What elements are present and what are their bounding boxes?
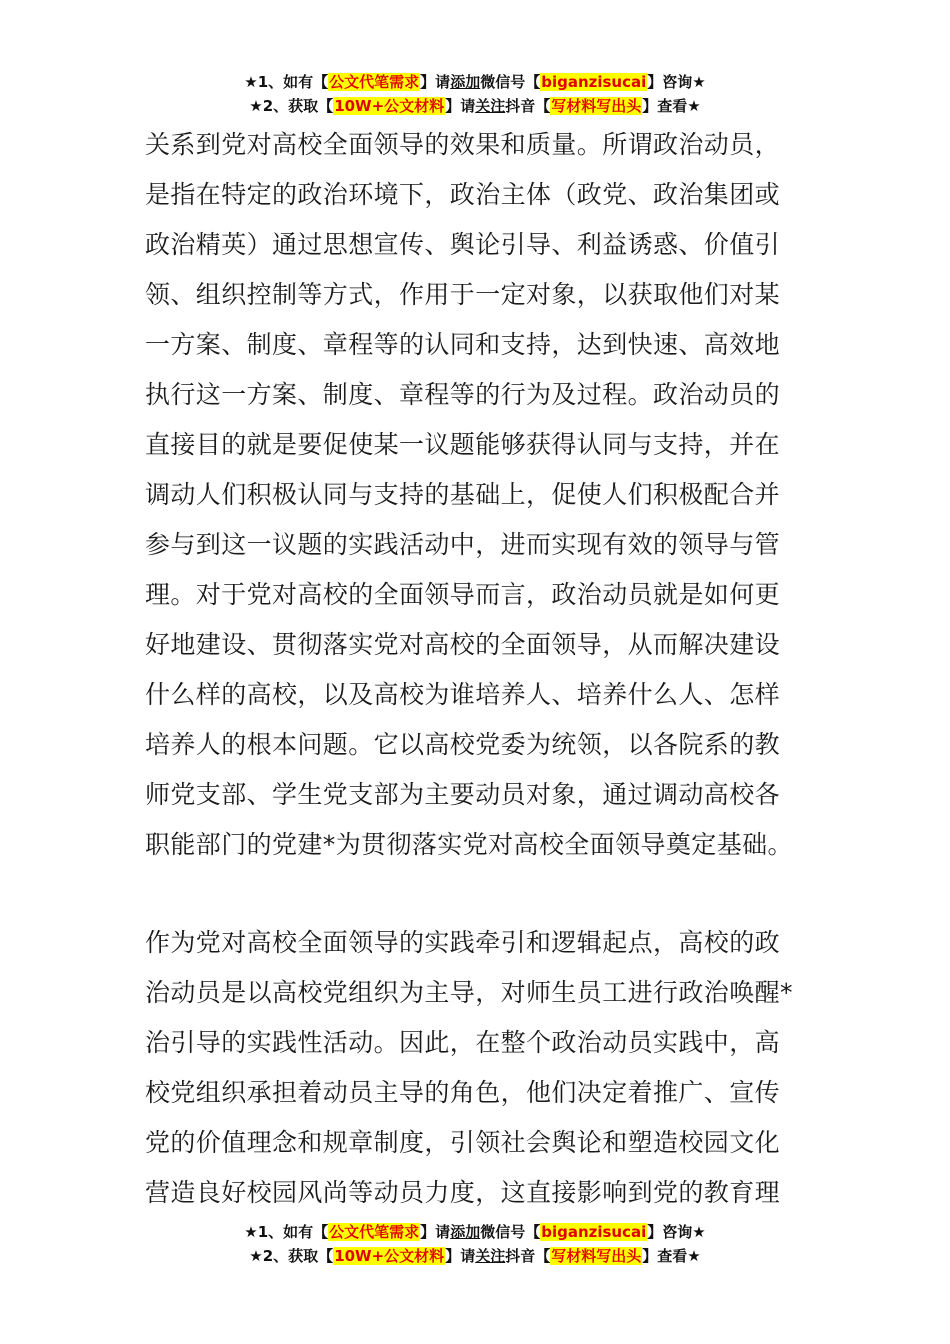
- banner-line-1: [0, 70, 950, 94]
- banner-underline: 关注: [475, 1247, 506, 1265]
- banner-underline: 关注: [475, 97, 506, 115]
- text-line: 什么样的高校，以及高校为谁培养人、培养什么人、怎样: [145, 680, 781, 709]
- text-line: 职能部门的党建*为贯彻落实党对高校全面领导奠定基础。: [145, 830, 793, 859]
- banner-highlight: 公文代笔需求: [329, 1223, 420, 1241]
- banner-text: 微信号【: [480, 1223, 541, 1241]
- banner-text: ★1、如有【: [244, 1223, 329, 1241]
- paragraph-1: [145, 120, 809, 870]
- text-line: 领、组织控制等方式，作用于一定对象，以获取他们对某: [145, 280, 781, 309]
- text-line: 培养人的根本问题。它以高校党委为统领，以各院系的教: [145, 730, 781, 759]
- banner-text: 抖音【: [505, 1247, 551, 1265]
- paragraph-2: [145, 918, 809, 1218]
- text-line: 作为党对高校全面领导的实践牵引和逻辑起点，高校的政: [145, 928, 781, 957]
- banner-text: ★2、获取【: [249, 1247, 334, 1265]
- banner-text: 微信号【: [480, 73, 541, 91]
- text-line: 政治精英）通过思想宣传、舆论引导、利益诱惑、价值引: [145, 230, 781, 259]
- text-line: 理。对于党对高校的全面领导而言，政治动员就是如何更: [145, 580, 781, 609]
- banner-line-2: [0, 94, 950, 118]
- footer-banner: [0, 1220, 950, 1268]
- text-line: 是指在特定的政治环境下，政治主体（政党、政治集团或: [145, 180, 781, 209]
- banner-highlight: 10W+公文材料: [334, 97, 445, 115]
- banner-text: 】请: [445, 1247, 476, 1265]
- banner-text: 】请: [445, 97, 476, 115]
- banner-line-2: [0, 1244, 950, 1268]
- text-line: 治引导的实践性活动。因此，在整个政治动员实践中，高: [145, 1028, 781, 1057]
- banner-underline: 添加: [450, 73, 481, 91]
- banner-text: 】请: [420, 73, 451, 91]
- banner-highlight: biganzisucai: [541, 73, 647, 91]
- banner-line-1: [0, 1220, 950, 1244]
- banner-text: 】咨询★: [647, 73, 706, 91]
- banner-text: 】查看★: [642, 97, 701, 115]
- banner-text: ★1、如有【: [244, 73, 329, 91]
- header-banner: [0, 70, 950, 118]
- text-line: 调动人们积极认同与支持的基础上，促使人们积极配合并: [145, 480, 781, 509]
- banner-text: 】查看★: [642, 1247, 701, 1265]
- banner-highlight: 公文代笔需求: [329, 73, 420, 91]
- text-line: 好地建设、贯彻落实党对高校的全面领导，从而解决建设: [145, 630, 781, 659]
- banner-text: 】请: [420, 1223, 451, 1241]
- banner-highlight: biganzisucai: [541, 1223, 647, 1241]
- text-line: 执行这一方案、制度、章程等的行为及过程。政治动员的: [145, 380, 781, 409]
- banner-text: ★2、获取【: [249, 97, 334, 115]
- text-line: 师党支部、学生党支部为主要动员对象，通过调动高校各: [145, 780, 781, 809]
- text-line: 治动员是以高校党组织为主导，对师生员工进行政治唤醒*: [145, 978, 793, 1007]
- banner-highlight: 写材料写出头: [551, 1247, 642, 1265]
- text-line: 营造良好校园风尚等动员力度，这直接影响到党的教育理: [145, 1178, 781, 1207]
- banner-text: 抖音【: [505, 97, 551, 115]
- text-line: 参与到这一议题的实践活动中，进而实现有效的领导与管: [145, 530, 781, 559]
- text-line: 直接目的就是要促使某一议题能够获得认同与支持，并在: [145, 430, 781, 459]
- banner-highlight: 10W+公文材料: [334, 1247, 445, 1265]
- banner-highlight: 写材料写出头: [551, 97, 642, 115]
- text-line: 校党组织承担着动员主导的角色，他们决定着推广、宣传: [145, 1078, 781, 1107]
- text-line: 一方案、制度、章程等的认同和支持，达到快速、高效地: [145, 330, 781, 359]
- banner-text: 】咨询★: [647, 1223, 706, 1241]
- banner-underline: 添加: [450, 1223, 481, 1241]
- text-line: 关系到党对高校全面领导的效果和质量。所谓政治动员，: [145, 130, 781, 159]
- text-line: 党的价值理念和规章制度，引领社会舆论和塑造校园文化: [145, 1128, 781, 1157]
